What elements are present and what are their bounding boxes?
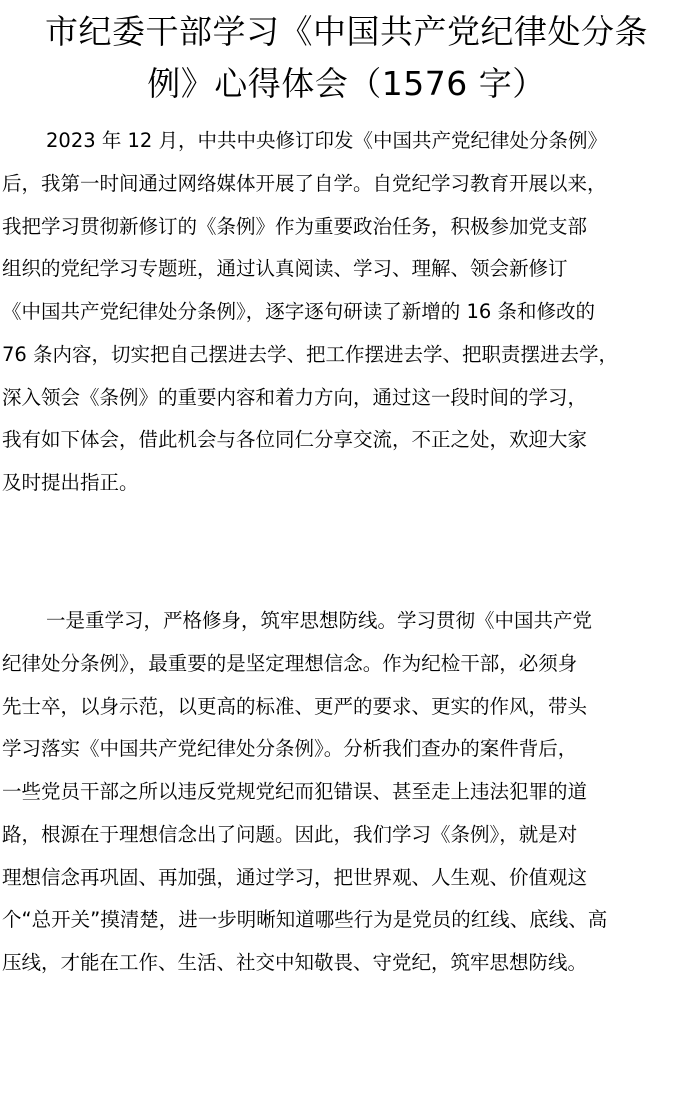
- text-line: 路，根源在于理想信念出了问题。因此，我们学习《条例》，就是对: [2, 822, 578, 846]
- text-line: 纪律处分条例》，最重要的是坚定理想信念。作为纪检干部，必须身: [2, 651, 578, 675]
- text-line: 及时提出指正。: [2, 471, 139, 494]
- text-line: 先士卒，以身示范，以更高的标准、更严的要求、更实的作风，带头: [2, 694, 588, 718]
- title-line: 例》心得体会（1576 字）: [147, 64, 546, 103]
- text-line: 一是重学习，严格修身，筑牢思想防线。学习贯彻《中国共产党: [46, 609, 593, 632]
- paragraph-point-one: [2, 600, 691, 985]
- text-line: 一些党员干部之所以违反党规党纪而犯错误、甚至走上违法犯罪的道: [2, 780, 588, 803]
- text-line: 《中国共产党纪律处分条例》，逐字逐句研读了新增的 16 条和修改的: [2, 300, 595, 323]
- text-line: 理想信念再巩固、再加强，通过学习，把世界观、人生观、价值观这: [2, 865, 588, 889]
- paragraph-introduction: [2, 120, 691, 505]
- text-line: 我把学习贯彻新修订的《条例》作为重要政治任务，积极参加党支部: [2, 214, 588, 238]
- text-line: 组织的党纪学习专题班，通过认真阅读、学习、理解、领会新修订: [2, 257, 568, 281]
- document-title: [0, 6, 693, 110]
- text-line: 76 条内容，切实把自己摆进去学、把工作摆进去学、把职责摆进去学，: [2, 342, 619, 366]
- text-line: 我有如下体会，借此机会与各位同仁分享交流，不正之处，欢迎大家: [2, 428, 588, 452]
- text-line: 个“总开关”摸清楚，进一步明晰知道哪些行为是党员的红线、底线、高: [2, 908, 608, 932]
- text-line: 后，我第一时间通过网络媒体开展了自学。自党纪学习教育开展以来，: [2, 171, 607, 195]
- text-line: 深入领会《条例》的重要内容和着力方向，通过这一段时间的学习，: [2, 385, 588, 409]
- text-line: 学习落实《中国共产党纪律处分条例》。分析我们查办的案件背后，: [2, 737, 578, 761]
- text-line: 压线，才能在工作、生活、社交中知敬畏、守党纪，筑牢思想防线。: [2, 951, 588, 974]
- text-line: 2023 年 12 月，中共中央修订印发《中国共产党纪律处分条例》: [46, 129, 608, 152]
- title-line: 市纪委干部学习《中国共产党纪律处分条: [45, 12, 648, 51]
